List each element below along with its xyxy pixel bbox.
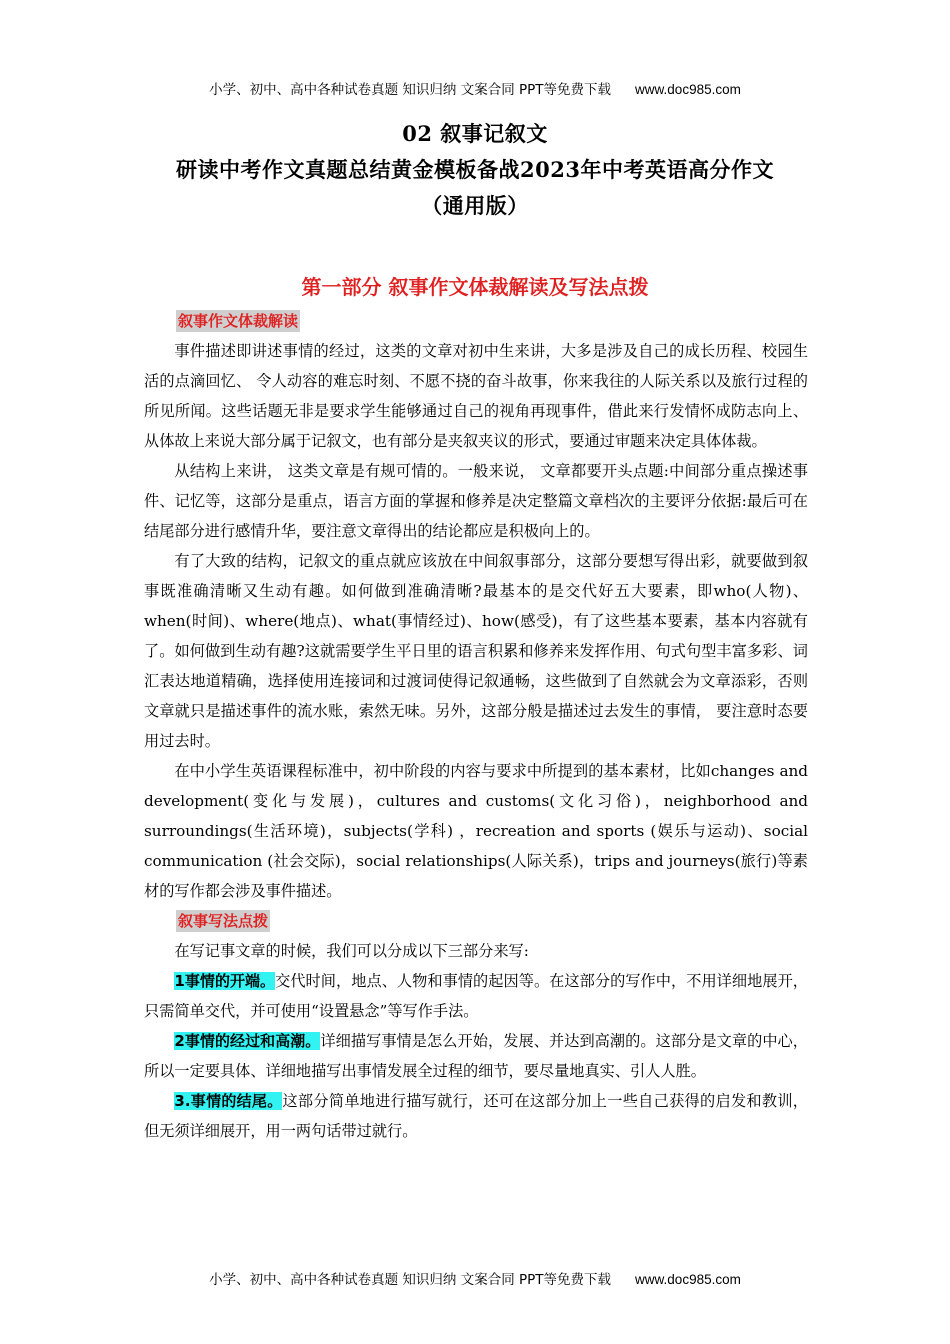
footer-url: www.doc985.com [635, 1272, 741, 1287]
section2-heading: 叙事写法点拨 [178, 912, 269, 930]
item-text: 交代时间，地点、人物和事情的起因等。在这部分的写作中，不用详细地展开，只需简单交代，并可使用“设置悬念”等写作手法。 [144, 972, 808, 1020]
section2-intro: 在写记事文章的时候，我们可以分成以下三部分来写: [174, 942, 529, 960]
part-title: 第一部分 叙事作文体裁解读及写法点拨 [301, 275, 649, 299]
list-item [144, 1086, 808, 1146]
section1-heading: 叙事作文体裁解读 [178, 312, 299, 330]
footer-text: 小学、初中、高中各种试卷真题 知识归纳 文案合同 PPT等免费下载 [209, 1272, 612, 1288]
list-item [144, 966, 808, 1026]
header-url: www.doc985.com [635, 82, 741, 97]
title-line-1: 02 叙事记叙文 [402, 121, 548, 146]
item-text: 这部分简单地进行描写就行，还可在这部分加上一些自己获得的启发和教训，但无须详细展开，用一两句话带过就行。 [144, 1092, 808, 1140]
page-footer [0, 1268, 950, 1288]
header-text: 小学、初中、高中各种试卷真题 知识归纳 文案合同 PPT等免费下载 [209, 82, 612, 98]
list-item [144, 1026, 808, 1086]
title-line-2: 研读中考作文真题总结黄金模板备战2023年中考英语高分作文 [176, 157, 774, 182]
document-body [144, 306, 808, 1146]
item-label: 3.事情的结尾。 [174, 1092, 283, 1110]
item-label: 2事情的经过和高潮。 [174, 1032, 321, 1050]
page-header [0, 78, 950, 98]
paragraph: 在中小学生英语课程标准中，初中阶段的内容与要求中所提到的基本素材，比如changes and development(变化与发展)，cultures and customs(文化习俗)，neighborhood and surroundings(生活环境)，subjects(学科) ，recreation and sports (娱乐与运动)、social communication (社会交际)，social relationships(人际关系)，trips and journeys(旅行)等素材的写作都会涉及事件描述。 [144, 762, 808, 900]
item-label: 1事情的开端。 [174, 972, 276, 990]
paragraph: 从结构上来讲， 这类文章是有规可情的。一般来说， 文章都要开头点题:中间部分重点操述事件、记忆等，这部分是重点，语言方面的掌握和修养是决定整篇文章档次的主要评分依据:最后可在结尾部分进行感情升华，要注意文章得出的结论都应是积极向上的。 [144, 462, 808, 540]
paragraph: 事件描述即讲述事情的经过，这类的文章对初中生来讲，大多是涉及自己的成长历程、校园生活的点滴回忆、 令人动容的难忘时刻、不愿不挠的奋斗故事，你来我往的人际关系以及旅行过程的所见所闻。这些话题无非是要求学生能够通过自己的视角再现事件，借此来行发情怀成防志向上、从体故上来说大部分属于记叙文，也有部分是夹叙夹议的形式，要通过审题来决定具体体裁。 [144, 342, 808, 450]
title-block [0, 116, 950, 224]
item-text: 详细描写事情是怎么开始，发展、并达到高潮的。这部分是文章的中心，所以一定要具体、详细地描写出事情发展全过程的细节，要尽量地真实、引人人胜。 [144, 1032, 808, 1080]
paragraph: 有了大致的结构，记叙文的重点就应该放在中间叙事部分，这部分要想写得出彩，就要做到叙事既准确清晰又生动有趣。如何做到准确清晰?最基本的是交代好五大要素，即who(人物)、when(时间)、where(地点)、what(事情经过)、how(感受)，有了这些基本要素，基本内容就有了。如何做到生动有趣?这就需要学生平日里的语言积累和修养来发挥作用、句式句型丰富多彩、词汇表达地道精确，选择使用连接词和过渡词使得记叙通畅，这些做到了自然就会为文章添彩，否则文章就只是描述事件的流水账，索然无味。另外，这部分般是描述过去发生的事情， 要注意时态要用过去时。 [144, 552, 808, 750]
title-line-3: （通用版） [421, 193, 529, 218]
